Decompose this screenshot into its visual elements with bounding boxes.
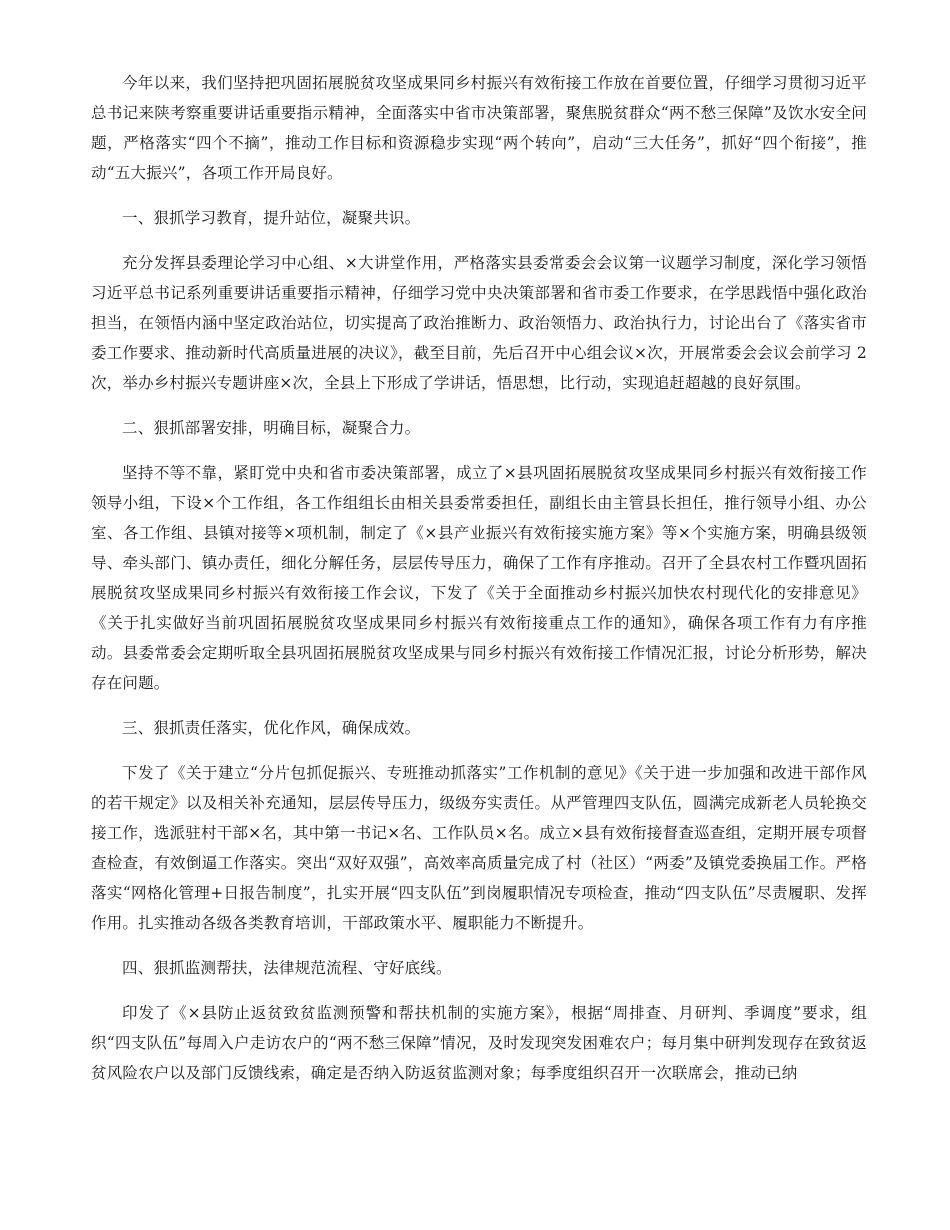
section-paragraph-1: 充分发挥县委理论学习中心组、×大讲堂作用，严格落实县委常委会会议第一议题学习制度，深化学习领悟习近平总书记系列重要讲话重要指示精神，仔细学习党中央决策部署和省市委工作要求，在学思践悟中强化政治担当，在领悟内涵中坚定政治站位，切实提高了政治推断力、政治领悟力、政治执行力，讨论出台了《落实省市委工作要求、推动新时代高质量进展的决议》，截至目前，先后召开中心组会议×次，开展常委会会议会前学习 2 次，举办乡村振兴专题讲座×次，全县上下形成了学讲话，悟思想，比行动，实现追赶超越的良好氛围。 [91, 254, 867, 392]
section-paragraph-2: 坚持不等不靠，紧盯党中央和省市委决策部署，成立了×县巩固拓展脱贫攻坚成果同乡村振兴有效衔接工作领导小组，下设×个工作组，各工作组组长由相关县委常委担任，副组长由主管县长担任，推行领导小组、办公室、各工作组、县镇对接等×项机制，制定了《×县产业振兴有效衔接实施方案》等×个实施方案，明确县级领导、牵头部门、镇办责任，细化分解任务，层层传导压力，确保了工作有序推动。召开了全县农村工作暨巩固拓展脱贫攻坚成果同乡村振兴有效衔接工作会议，下发了《关于全面推动乡村振兴加快农村现代化的安排意见》《关于扎实做好当前巩固拓展脱贫攻坚成果同乡村振兴有效衔接重点工作的通知》，确保各项工作有力有序推动。县委常委会定期听取全县巩固拓展脱贫攻坚成果与同乡村振兴有效衔接工作情况汇报，讨论分析形势，解决存在问题。 [91, 464, 867, 692]
intro-paragraph: 今年以来，我们坚持把巩固拓展脱贫攻坚成果同乡村振兴有效衔接工作放在首要位置，仔细学习贯彻习近平总书记来陕考察重要讲话重要指示精神，全面落实中省市决策部署，聚焦脱贫群众“两不愁三保障”及饮水安全问题，严格落实“四个不摘”，推动工作目标和资源稳步实现“两个转向”，启动“三大任务”，抓好“四个衔接”，推动“五大振兴”，各项工作开局良好。 [91, 74, 867, 182]
section-heading-3: 三、狠抓责任落实，优化作风，确保成效。 [122, 719, 421, 737]
section-heading-2: 二、狠抓部署安排，明确目标，凝聚合力。 [122, 419, 421, 437]
section-paragraph-4: 印发了《×县防止返贫致贫监测预警和帮扶机制的实施方案》，根据“周排查、月研判、季调度”要求，组织“四支队伍”每周入户走访农户的“两不愁三保障”情况，及时发现突发困难农户；每月集中研判发现存在致贫返贫风险农户以及部门反馈线索，确定是否纳入防返贫监测对象；每季度组织召开一次联席会，推动已纳 [91, 1004, 867, 1082]
document-page [91, 68, 867, 1103]
section-paragraph-3: 下发了《关于建立“分片包抓促振兴、专班推动抓落实”工作机制的意见》《关于进一步加强和改进干部作风的若干规定》以及相关补充通知，层层传导压力，级级夯实责任。从严管理四支队伍，圆满完成新老人员轮换交接工作，选派驻村干部×名，其中第一书记×名、工作队员×名。成立×县有效衔接督查巡查组，定期开展专项督查检查，有效倒逼工作落实。突出“双好双强”，高效率高质量完成了村（社区）“两委”及镇党委换届工作。严格落实“网格化管理+日报告制度”，扎实开展“四支队伍”到岗履职情况专项检查，推动“四支队伍”尽责履职、发挥作用。扎实推动各级各类教育培训，干部政策水平、履职能力不断提升。 [91, 764, 867, 932]
section-heading-4: 四、狠抓监测帮扶，法律规范流程、守好底线。 [122, 959, 452, 977]
section-heading-1: 一、狠抓学习教育，提升站位，凝聚共识。 [122, 209, 421, 227]
